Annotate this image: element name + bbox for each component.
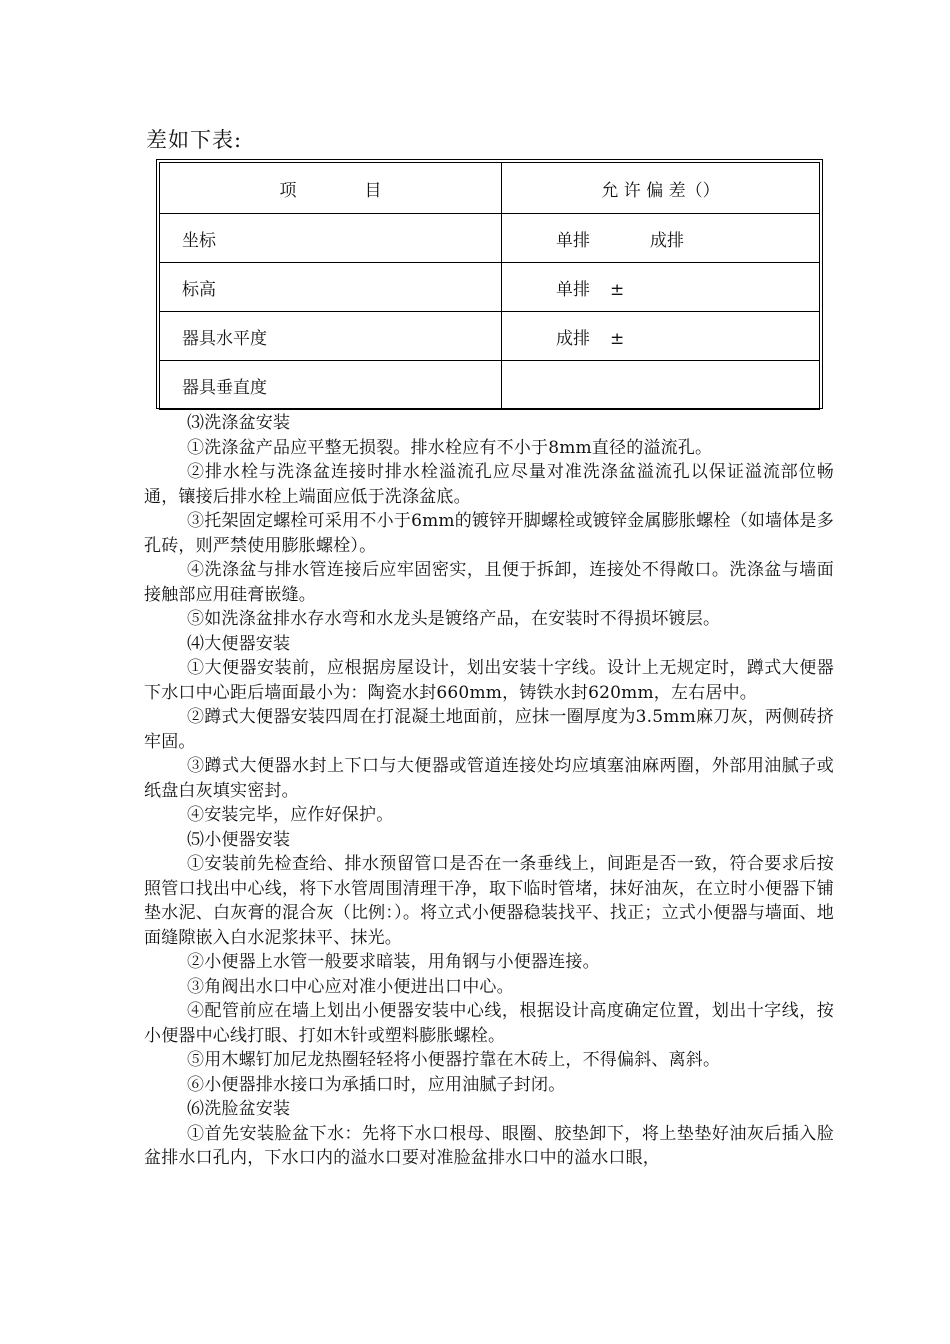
paragraph: ②小便器上水管一般要求暗装，用角钢与小便器连接。 xyxy=(187,952,600,972)
paragraph: ⑥小便器排水接口为承插口时，应用油腻子封闭。 xyxy=(187,1074,566,1095)
intro-text: 差如下表: xyxy=(146,128,243,152)
row-value-2: ± xyxy=(610,279,625,300)
table-header-row xyxy=(160,163,820,214)
row-value-1: 单排 xyxy=(556,230,590,251)
paragraph: ②排水栓与洗涤盆连接时排水栓溢流孔应尽量对准洗涤盆溢流孔以保证溢流部位畅通，镶接后排水栓上端面应低于洗涤盆底。 xyxy=(144,462,834,507)
row-tolerance-cell xyxy=(502,312,820,361)
header-tolerance: 允 许 偏 差（） xyxy=(502,163,820,214)
paragraph: ②蹲式大便器安装四周在打混凝土地面前，应抹一圈厚度为3.5mm麻刀灰，两侧砖挤牢固。 xyxy=(144,707,834,752)
table-row xyxy=(160,361,820,410)
paragraph: ④安装完毕，应作好保护。 xyxy=(187,805,394,825)
row-item-label: 器具垂直度 xyxy=(160,361,502,410)
header-item: 项 目 xyxy=(160,163,502,214)
paragraph: ①洗涤盆产品应平整无损裂。排水栓应有不小于8mm直径的溢流孔。 xyxy=(187,437,713,458)
section-heading: ⑷大便器安装 xyxy=(187,633,291,654)
paragraph: ①安装前先检查给、排水预留管口是否在一条垂线上，间距是否一致，符合要求后按照管口找出中心线，将下水管周围清理干净，取下临时管堵，抹好油灰，在立时小便器下铺垫水泥、白灰膏的混合灰（比例：）。将立式小便器稳装找平、找正；立式小便器与墙面、地面缝隙嵌入白水泥浆抹平、抹光。 xyxy=(144,854,834,948)
row-tolerance-cell xyxy=(502,214,820,263)
paragraph: ③角阀出水口中心应对准小便进出口中心。 xyxy=(187,976,514,997)
paragraph: ③蹲式大便器水封上下口与大便器或管道连接处均应填塞油麻两圈，外部用油腻子或纸盘白灰填实密封。 xyxy=(144,756,834,801)
section-heading: ⑶洗涤盆安装 xyxy=(187,413,291,433)
row-item-label: 标高 xyxy=(160,263,502,312)
tolerance-table-grid xyxy=(159,162,820,410)
paragraph: ⑤如洗涤盆排水存水弯和水龙头是镀络产品，在安装时不得损坏镀层。 xyxy=(187,609,721,629)
row-tolerance-cell xyxy=(502,263,820,312)
row-value-1: 成排 xyxy=(556,328,590,349)
paragraph: ④洗涤盆与排水管连接后应牢固密实，且便于拆卸，连接处不得敞口。洗涤盆与墙面接触部应用硅膏嵌缝。 xyxy=(144,560,834,605)
table-row xyxy=(160,312,820,361)
table-row xyxy=(160,214,820,263)
row-item-label: 器具水平度 xyxy=(160,312,502,361)
paragraph: ①首先安装脸盆下水：先将下水口根母、眼圈、胶垫卸下，将上垫垫好油灰后插入脸盆排水口孔内，下水口内的溢水口要对准脸盆排水口中的溢水口眼， xyxy=(144,1123,834,1168)
paragraph: ①大便器安装前，应根据房屋设计，划出安装十字线。设计上无规定时，蹲式大便器下水口中心距后墙面最小为：陶瓷水封660mm，铸铁水封620mm，左右居中。 xyxy=(144,658,834,703)
body-text xyxy=(144,411,834,1171)
table-row xyxy=(160,263,820,312)
paragraph: ④配管前应在墙上划出小便器安装中心线，根据设计高度确定位置，划出十字线，按小便器中心线打眼、打如木针或塑料膨胀螺栓。 xyxy=(144,1001,834,1046)
row-item-label: 坐标 xyxy=(160,214,502,263)
paragraph: ⑤用木螺钉加尼龙热圈轻轻将小便器拧靠在木砖上，不得偏斜、离斜。 xyxy=(187,1050,721,1070)
section-heading: ⑸小便器安装 xyxy=(187,829,291,850)
tolerance-table xyxy=(156,159,823,409)
section-heading: ⑹洗脸盆安装 xyxy=(187,1099,291,1119)
row-value-1: 单排 xyxy=(556,279,590,300)
row-value-2: ± xyxy=(610,328,625,349)
paragraph: ③托架固定螺栓可采用不小于6mm的镀锌开脚螺栓或镀锌金属膨胀螺栓（如墙体是多孔砖，则严禁使用膨胀螺栓）。 xyxy=(144,511,834,556)
row-value-2: 成排 xyxy=(650,230,684,251)
row-tolerance-cell xyxy=(502,361,820,410)
